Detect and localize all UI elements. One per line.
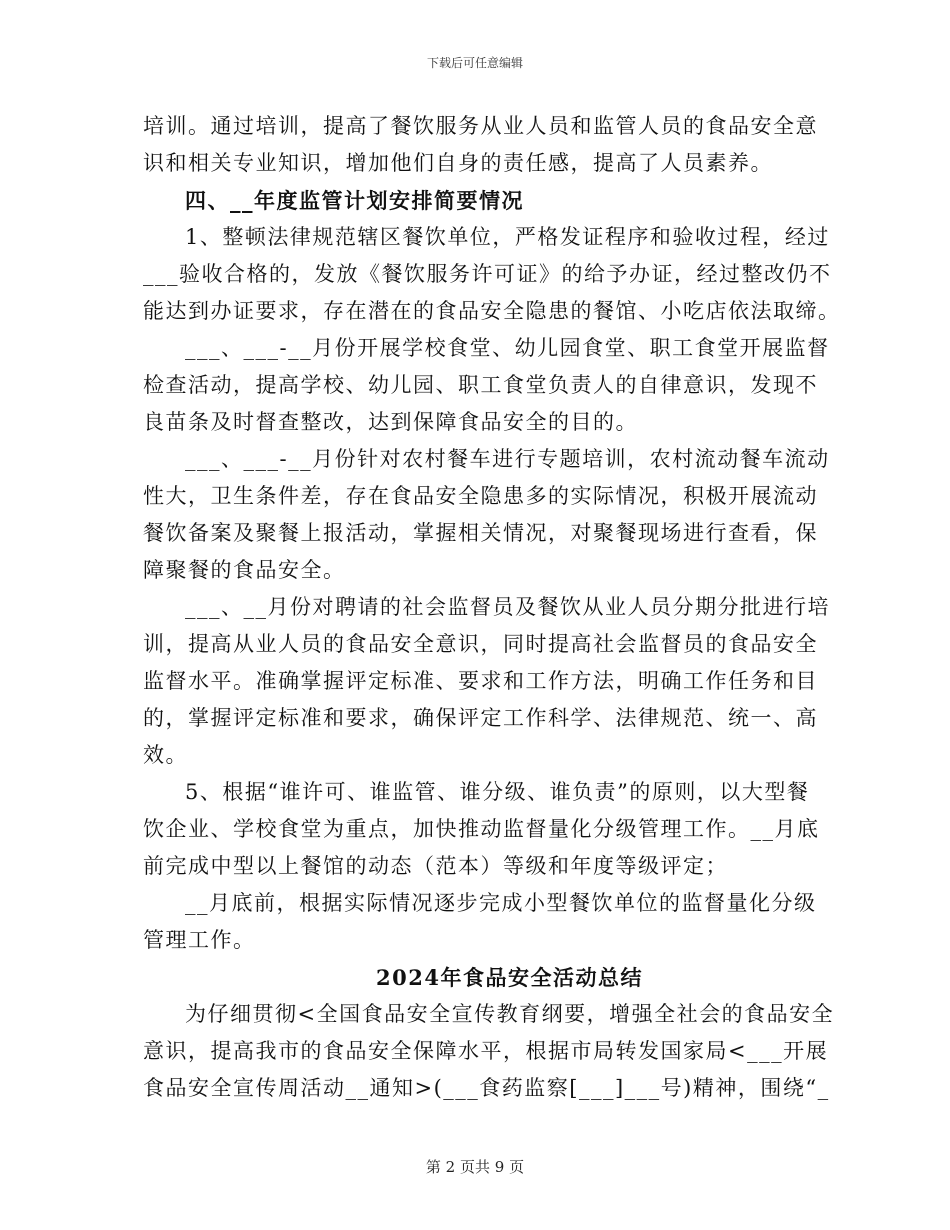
text-line: 食品安全宣传周活动__通知>(___食药监察[___]___号)精神，围绕“_ <box>143 1076 830 1100</box>
text-line: 饮企业、学校食堂为重点，加快推动监督量化分级管理工作。__月底 <box>143 817 820 841</box>
text-line: ___、___-__月份开展学校食堂、幼儿园食堂、职工食堂开展监督 <box>185 336 830 360</box>
text-line: 培训。通过培训，提高了餐饮服务从业人员和监管人员的食品安全意 <box>143 114 818 138</box>
text-line: 训，提高从业人员的食品安全意识，同时提高社会监督员的食品安全 <box>143 632 818 656</box>
text-line: 监督水平。准确掌握评定标准、要求和工作方法，明确工作任务和目 <box>143 669 818 693</box>
text-line: 前完成中型以上餐馆的动态（范本）等级和年度等级评定； <box>143 854 728 878</box>
text-line: 识和相关专业知识，增加他们自身的责任感，提高了人员素养。 <box>143 151 773 175</box>
text-line: 检查活动，提高学校、幼儿园、职工食堂负责人的自律意识，发现不 <box>143 373 818 397</box>
text-line: ___、__月份对聘请的社会监督员及餐饮从业人员分期分批进行培 <box>185 595 830 619</box>
text-line: 1、整顿法律规范辖区餐饮单位，严格发证程序和验收过程，经过 <box>185 225 830 249</box>
text-line: 管理工作。 <box>143 928 256 952</box>
text-line: 良苗条及时督查整改，达到保障食品安全的目的。 <box>143 410 638 434</box>
page-header: 下载后可任意编辑 <box>426 56 523 70</box>
text-line: 的，掌握评定标准和要求，确保评定工作科学、法律规范、统一、高 <box>143 706 818 730</box>
text-line: 性大，卫生条件差，存在食品安全隐患多的实际情况，积极开展流动 <box>143 484 818 508</box>
text-line: 5、根据“谁许可、谁监管、谁分级、谁负责”的原则，以大型餐 <box>185 780 810 804</box>
text-line: 能达到办证要求，存在潜在的食品安全隐患的餐馆、小吃店依法取缔。 <box>143 299 841 323</box>
text-line: __月底前，根据实际情况逐步完成小型餐饮单位的监督量化分级 <box>185 891 817 915</box>
text-line: 为仔细贯彻<全国食品安全宣传教育纲要，增强全社会的食品安全 <box>185 1002 835 1026</box>
document-title: 2024年食品安全活动总结 <box>376 965 643 990</box>
text-line: ___验收合格的，发放《餐饮服务许可证》的给予办证，经过整改仍不 <box>143 262 832 286</box>
text-line: 餐饮备案及聚餐上报活动，掌握相关情况，对聚餐现场进行查看，保 <box>143 521 818 545</box>
text-line: 意识，提高我市的食品安全保障水平，根据市局转发国家局<___开展 <box>143 1039 829 1063</box>
document-body <box>143 108 841 1107</box>
text-line: ___、___-__月份针对农村餐车进行专题培训，农村流动餐车流动 <box>185 447 830 471</box>
page-number: 第 2 页共 9 页 <box>425 1158 525 1176</box>
text-line: 障聚餐的食品安全。 <box>143 558 346 582</box>
section-heading: 四、__年度监管计划安排简要情况 <box>185 188 524 213</box>
text-line: 效。 <box>143 743 188 767</box>
